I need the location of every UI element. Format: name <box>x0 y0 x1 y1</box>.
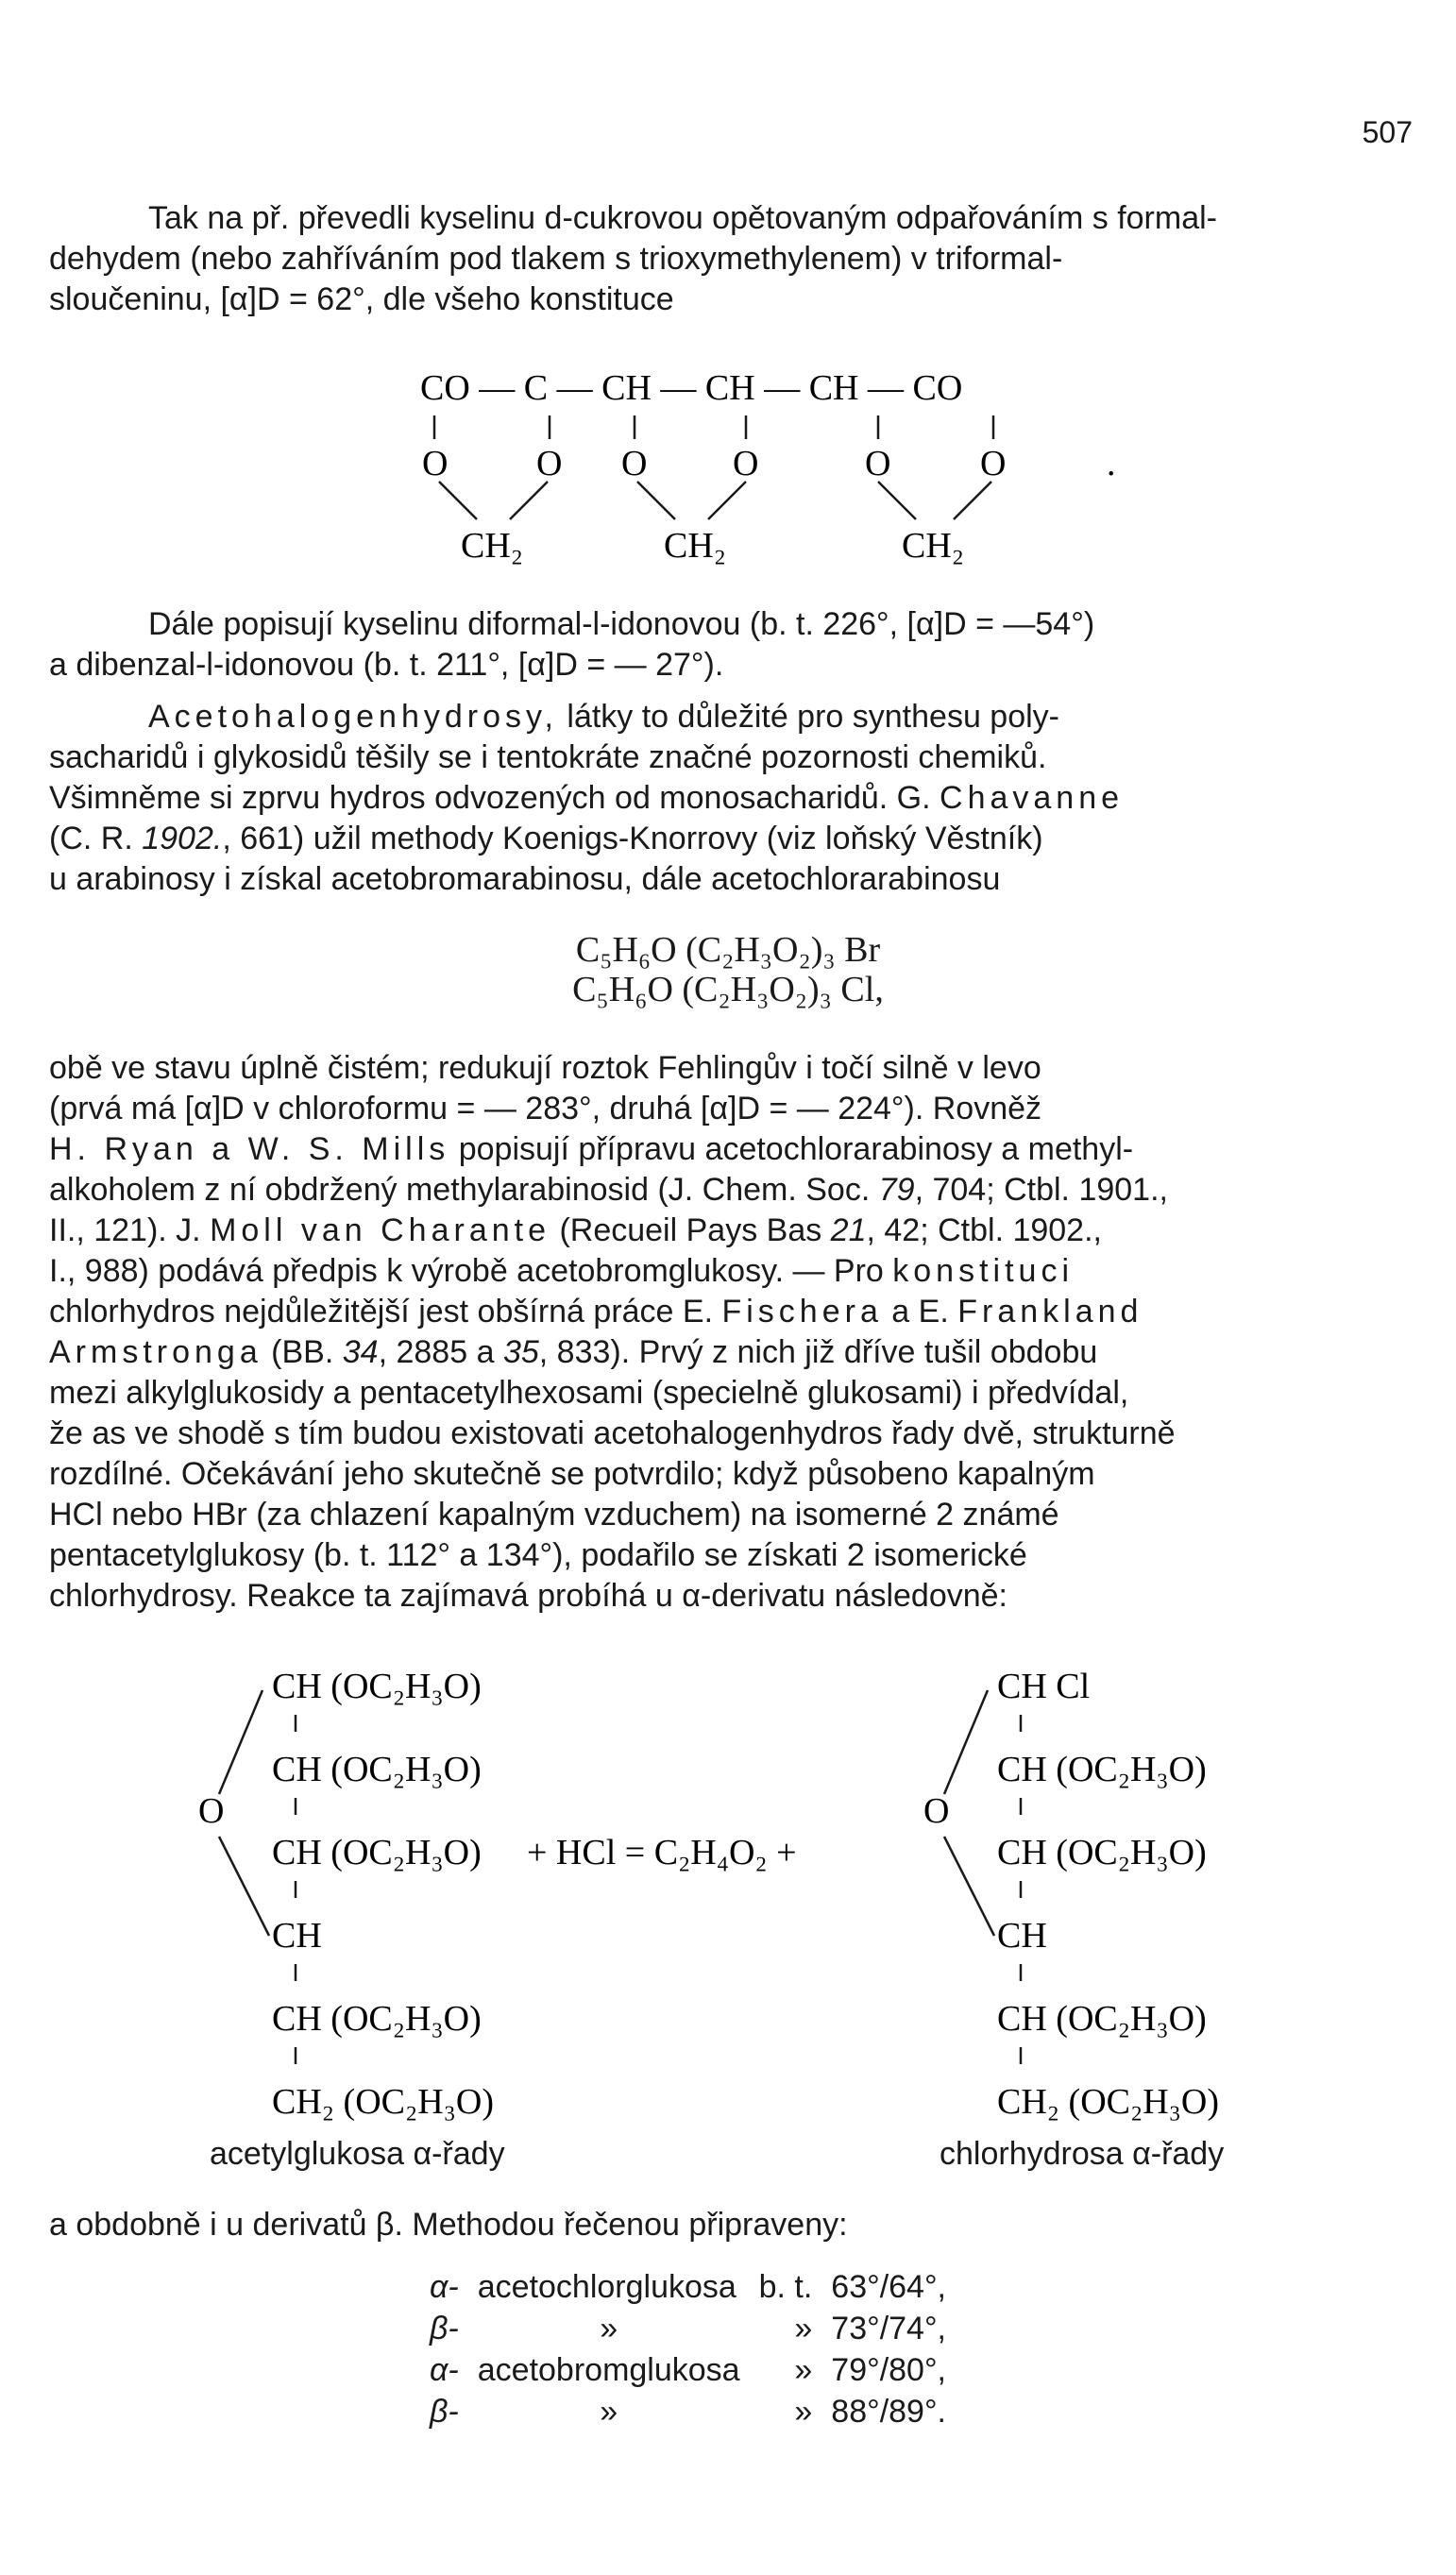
text-line: a dibenzal-l-idonovou (b. t. 211°, [α]D = — 27°). <box>49 647 724 683</box>
text-span: popisují přípravu acetochlorarabinosy a methyl- <box>449 1131 1134 1167</box>
citation-volume: 35 <box>502 1334 539 1370</box>
reaction-scheme <box>0 1652 1456 2181</box>
table-row <box>420 2349 956 2391</box>
table-cell-prefix: β- <box>430 2311 459 2346</box>
text-line: Dále popisují kyselinu diformal-l-idonovou (b. t. 226°, [α]D = —54°) <box>148 606 1095 642</box>
caption-acetylglukosa: acetylglukosa α-řady <box>210 2136 505 2172</box>
text-line: chlorhydrosy. Reakce ta zajímavá probíhá u α-derivatu následovně: <box>49 1578 1008 1614</box>
text-line: Tak na př. převedli kyselinu d-cukrovou opětovaným odpařováním s formal- <box>148 200 1217 236</box>
page-number: 507 <box>1362 115 1413 149</box>
formula-line: CH (OC₂H₃O) <box>272 1999 482 2039</box>
reaction-equation: + HCl = C₂H₄O₂ + <box>527 1833 797 1872</box>
text-line <box>49 1170 1409 1211</box>
text-line: (prvá má [α]D v chloroformu = — 283°, druhá [α]D = — 224°). Rovněž <box>49 1091 1042 1127</box>
text-line: sacharidů i glykosidů těšily se i tentokráte značné pozornosti chemiků. <box>49 739 1047 775</box>
table-cell-label: » <box>794 2394 813 2430</box>
formula-line: CH (OC₂H₃O) <box>997 1750 1207 1789</box>
text-line: pentacetylglukosy (b. t. 112° a 134°), podařilo se získati 2 isomerické <box>49 1537 1027 1573</box>
text-line <box>49 697 1409 737</box>
oxygen-atom: O <box>865 444 891 483</box>
citation-volume: 21 <box>830 1212 867 1248</box>
chlorhydrosa-structure <box>923 1667 1219 2122</box>
text-line <box>49 778 1409 819</box>
text-line <box>49 819 1409 859</box>
table-cell-prefix: β- <box>430 2394 459 2430</box>
formula-line: CH (OC₂H₃O) <box>997 1999 1207 2039</box>
formula-line: CH₂ (OC₂H₃O) <box>997 2082 1220 2122</box>
text-line: u arabinosy i získal acetobromarabinosu, dále acetochlorarabinosu <box>49 861 1001 897</box>
text-span: , 661) užil methody Koenigs-Knorrovy (viz loňský Věstník) <box>222 821 1043 856</box>
paragraph-5 <box>49 2205 1409 2245</box>
author-name: Moll van Charante <box>210 1212 550 1248</box>
table-cell-label: » <box>794 2352 813 2388</box>
oxygen-atom: O <box>923 1791 950 1831</box>
paragraph-3 <box>49 697 1409 900</box>
text-line: že as ve shodě s tím budou existovati acetohalogenhydros řady dvě, strukturně <box>49 1415 1176 1451</box>
text-span: látky to důležité pro synthesu poly- <box>557 699 1059 735</box>
text-span: a E. <box>882 1294 958 1330</box>
paragraph-2 <box>49 604 1409 686</box>
oxygen-atom: O <box>733 444 759 483</box>
author-name: Chavanne <box>940 780 1125 816</box>
text-span: chlorhydros nejdůležitější jest obšírná práce E. <box>49 1294 722 1330</box>
text-line: HCl nebo HBr (za chlazení kapalným vzduchem) na isomerné 2 známé <box>49 1497 1059 1533</box>
table-row <box>420 2266 956 2308</box>
table-cell-name: acetochlorglukosa <box>477 2269 736 2305</box>
citation-volume: 79 <box>878 1172 915 1208</box>
formula-line: CH (OC₂H₃O) <box>272 1833 482 1872</box>
text-line: a obdobně i u derivatů β. Methodou řečenou připraveny: <box>49 2207 848 2243</box>
oxygen-atom: O <box>621 444 648 483</box>
text-span: alkoholem z ní obdržený methylarabinosid (J. Chem. Soc. <box>49 1172 879 1208</box>
text-line: mezi alkylglukosidy a pentacetylhexosami (specielně glukosami) i předvídal, <box>49 1375 1129 1411</box>
text-span: , 833). Prvý z nich již dříve tušil obdobu <box>538 1334 1098 1370</box>
oxygen-atom: O <box>536 444 563 483</box>
table-cell-label: b. t. <box>758 2269 813 2305</box>
text-line <box>49 1211 1409 1251</box>
table-cell-name: » <box>600 2394 618 2430</box>
table-cell-value: 79°/80°, <box>831 2352 947 2388</box>
text-span: , 42; Ctbl. 1902., <box>866 1212 1102 1248</box>
formula-triformal <box>397 364 1152 618</box>
text-span: Všimněme si zprvu hydros odvozených od monosacharidů. G. <box>49 780 940 816</box>
text-line: dehydem (nebo zahříváním pod tlakem s trioxymethylenem) v triformal- <box>49 241 1063 277</box>
author-name: Fischera <box>721 1294 883 1330</box>
text-span: I., 988) podává předpis k výrobě acetobromglukosy. — Pro <box>49 1253 893 1289</box>
table-cell-name: acetobromglukosa <box>477 2352 740 2388</box>
caption-chlorhydrosa: chlorhydrosa α-řady <box>940 2136 1225 2172</box>
table-cell-prefix: α- <box>430 2352 459 2388</box>
table-row <box>420 2308 956 2349</box>
text-span: (C. R. <box>49 821 143 856</box>
formula-line: CH Cl <box>997 1667 1091 1706</box>
period: . <box>1107 444 1116 483</box>
methylene-group: CH₂ <box>664 526 727 566</box>
text-span: (Recueil Pays Bas <box>550 1212 831 1248</box>
formula-line: CH (OC₂H₃O) <box>997 1833 1207 1872</box>
formula-line: CH <box>997 1916 1047 1956</box>
table-row <box>420 2391 956 2432</box>
formula-line: CH <box>272 1916 322 1956</box>
author-name: Frankland <box>957 1294 1143 1330</box>
text-line <box>49 1292 1409 1332</box>
citation-year: 1902. <box>142 821 223 856</box>
author-name: Armstronga <box>49 1334 262 1370</box>
bond-lines <box>434 415 993 519</box>
oxygen-atom: O <box>980 444 1007 483</box>
citation-volume: 34 <box>342 1334 379 1370</box>
melting-points-table <box>420 2266 956 2432</box>
text-line <box>49 1251 1409 1292</box>
text-span: (BB. <box>262 1334 343 1370</box>
table-cell-value: 88°/89°. <box>831 2394 947 2430</box>
formula-line: C₅H₆O (C₂H₃O₂)₃ Br <box>575 930 881 970</box>
formula-line: C₅H₆O (C₂H₃O₂)₃ Cl, <box>572 970 884 1009</box>
table-cell-value: 73°/74°, <box>831 2311 947 2346</box>
text-line: sloučeninu, [α]D = 62°, dle všeho konstituce <box>49 281 674 317</box>
methylene-group: CH₂ <box>461 526 524 566</box>
term-acetohalogenhydrosy: Acetohalogenhydrosy, <box>148 699 558 735</box>
text-line <box>49 1129 1409 1170</box>
methylene-group: CH₂ <box>902 526 965 566</box>
text-span: II., 121). J. <box>49 1212 211 1248</box>
table-cell-prefix: α- <box>430 2269 459 2305</box>
text-line: rozdílné. Očekávání jeho skutečně se potvrdilo; když působeno kapalným <box>49 1456 1095 1492</box>
formula-arabinose <box>0 930 1456 1009</box>
formula-top-line: CO — C — CH — CH — CH — CO <box>420 368 963 408</box>
acetylglukosa-structure <box>198 1667 494 2122</box>
text-span: , 2885 a <box>378 1334 503 1370</box>
text-span: , 704; Ctbl. 1901., <box>914 1172 1168 1208</box>
text-line <box>49 1332 1409 1373</box>
text-line: obě ve stavu úplně čistém; redukují roztok Fehlingův i točí silně v levo <box>49 1050 1041 1086</box>
oxygen-atom: O <box>422 444 449 483</box>
paragraph-4 <box>49 1048 1409 1617</box>
paragraph-1 <box>49 198 1409 320</box>
author-name: H. Ryan a W. S. Mills <box>49 1131 450 1167</box>
formula-line: CH (OC₂H₃O) <box>272 1667 482 1706</box>
formula-line: CH₂ (OC₂H₃O) <box>272 2082 495 2122</box>
table-cell-label: » <box>794 2311 813 2346</box>
term-konstituci: konstituci <box>892 1253 1074 1289</box>
oxygen-atom: O <box>198 1791 225 1831</box>
table-cell-value: 63°/64°, <box>831 2269 947 2305</box>
table-cell-name: » <box>600 2311 618 2346</box>
formula-line: CH (OC₂H₃O) <box>272 1750 482 1789</box>
